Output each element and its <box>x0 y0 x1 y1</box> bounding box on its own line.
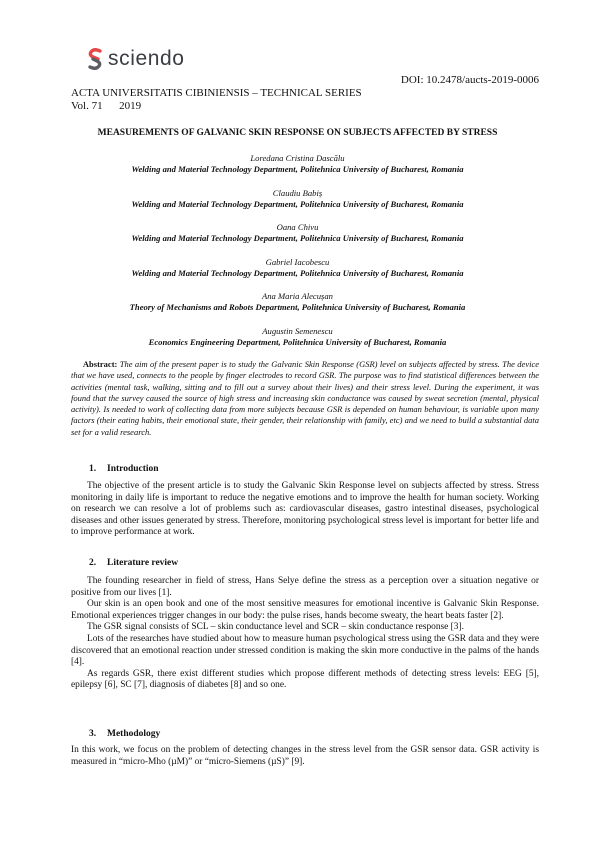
section-number: 3. <box>89 729 97 739</box>
paragraph: As regards GSR, there exist different studies which propose different methods of detecting stress levels: EEG [5], epilepsy [6], SC [7], diagnosis of diabetes [8] and so one. <box>71 668 539 691</box>
paragraph: Lots of the researches have studied about how to measure human psychological stress using the GSR data and they were discovered that an emotional reaction under stressed condition is making the skin more conductive in the palms of the hands [4]. <box>71 633 539 668</box>
year: 2019 <box>119 100 142 112</box>
section-number: 2. <box>89 558 97 568</box>
author-block <box>60 222 535 244</box>
paper-title: MEASUREMENTS OF GALVANIC SKIN RESPONSE ON SUBJECTS AFFECTED BY STRESS <box>97 128 498 138</box>
author-list <box>60 153 535 361</box>
section-heading-introduction <box>89 464 159 474</box>
abstract <box>71 359 539 438</box>
volume: Vol. 71 <box>71 100 103 112</box>
author-affiliation: Welding and Material Technology Department, Politehnica University of Bucharest, Romania <box>131 267 464 278</box>
section-body-literature-review <box>71 576 539 692</box>
paragraph: The GSR signal consists of SCL – skin conductance level and SCR – skin conductance response [3]. <box>87 622 464 633</box>
paragraph: The objective of the present article is to study the Galvanic Skin Response level on subjects affected by stress. Stress monitoring in daily life is important to reduce the negative emotions and to improve the health for human society. Working on research we can resolve a lot of problems such as: cardiovascular diseases, gastro intestinal diseases, psychological diseases and other issues generated by stress. Therefore, monitoring psychological stress level is important for better life and to improve performance at work. <box>71 481 539 538</box>
author-name: Oana Chivu <box>276 222 319 233</box>
author-block <box>60 188 535 210</box>
author-name: Claudiu Babiș <box>272 187 323 198</box>
author-name: Ana Maria Alecușan <box>262 291 333 302</box>
section-body-methodology <box>71 745 539 768</box>
section-body-introduction <box>71 481 539 539</box>
section-title: Literature review <box>107 558 179 568</box>
journal-volume-line <box>71 100 362 113</box>
paragraph: The founding researcher in field of stress, Hans Selye define the stress as a perception over a situation negative or positive from our lives [1]. <box>71 576 539 598</box>
paragraph: Our skin is an open book and one of the most sensitive measures for emotional incentive is Galvanic Skin Response. Emotional experiences trigger changes in our body: the pulse rises, hands become sweaty, the heart beats faster [2]. <box>71 599 539 621</box>
author-affiliation: Welding and Material Technology Department, Politehnica University of Bucharest, Romania <box>131 233 464 244</box>
journal-info <box>71 87 362 113</box>
author-affiliation: Economics Engineering Department, Politehnica University of Bucharest, Romania <box>148 336 447 347</box>
author-block <box>60 257 535 279</box>
sciendo-logo <box>87 45 185 73</box>
abstract-text: The aim of the present paper is to study the Galvanic Skin Response (GSR) level on subjects affected by stress. The device that we have used, connects to the people by finger electrodes to record GSR. The purpose was to find statistical differences between the activities (mental task, walking, sitting and to fill out a survey about their lives) and their stress level. During the experiment, it was found that the survey caused the source of high stress and increasing skin conductance was caused by sweat secretion (mental, physical activity). Is needed to work of collecting data from more subjects because GSR is depended on human behaviour, is variable upon many factors (their eating habits, their emotional state, their gender, their relationship with family, etc) and we need to build a substantial data set for a valid research. <box>71 359 540 437</box>
section-title: Methodology <box>107 729 161 739</box>
author-affiliation: Theory of Mechanisms and Robots Department, Politehnica University of Bucharest, Romania <box>129 302 466 313</box>
author-block <box>60 326 535 348</box>
author-name: Loredana Cristina Dascălu <box>250 153 345 163</box>
author-affiliation: Welding and Material Technology Department, Politehnica University of Bucharest, Romania <box>131 198 464 209</box>
sciendo-logo-icon <box>87 48 103 70</box>
section-heading-literature-review <box>89 558 178 568</box>
author-block <box>60 153 535 175</box>
author-name: Gabriel Iacobescu <box>265 256 330 267</box>
brand-name: sciendo <box>108 47 185 70</box>
section-title: Introduction <box>107 464 159 474</box>
author-block <box>60 291 535 313</box>
abstract-label: Abstract: <box>82 359 118 369</box>
doi: DOI: 10.2478/aucts-2019-0006 <box>400 74 539 86</box>
author-affiliation: Welding and Material Technology Department, Politehnica University of Bucharest, Romania <box>131 164 464 174</box>
paragraph: In this work, we focus on the problem of detecting changes in the stress level from the GSR sensor data. GSR activity is measured in “micro-Mho (µM)” or “micro-Siemens (µS)” [9]. <box>71 745 539 767</box>
section-heading-methodology <box>89 729 160 739</box>
journal-name: ACTA UNIVERSITATIS CIBINIENSIS – TECHNICAL SERIES <box>71 87 362 99</box>
section-number: 1. <box>89 464 97 474</box>
author-name: Augustin Semenescu <box>262 325 333 336</box>
